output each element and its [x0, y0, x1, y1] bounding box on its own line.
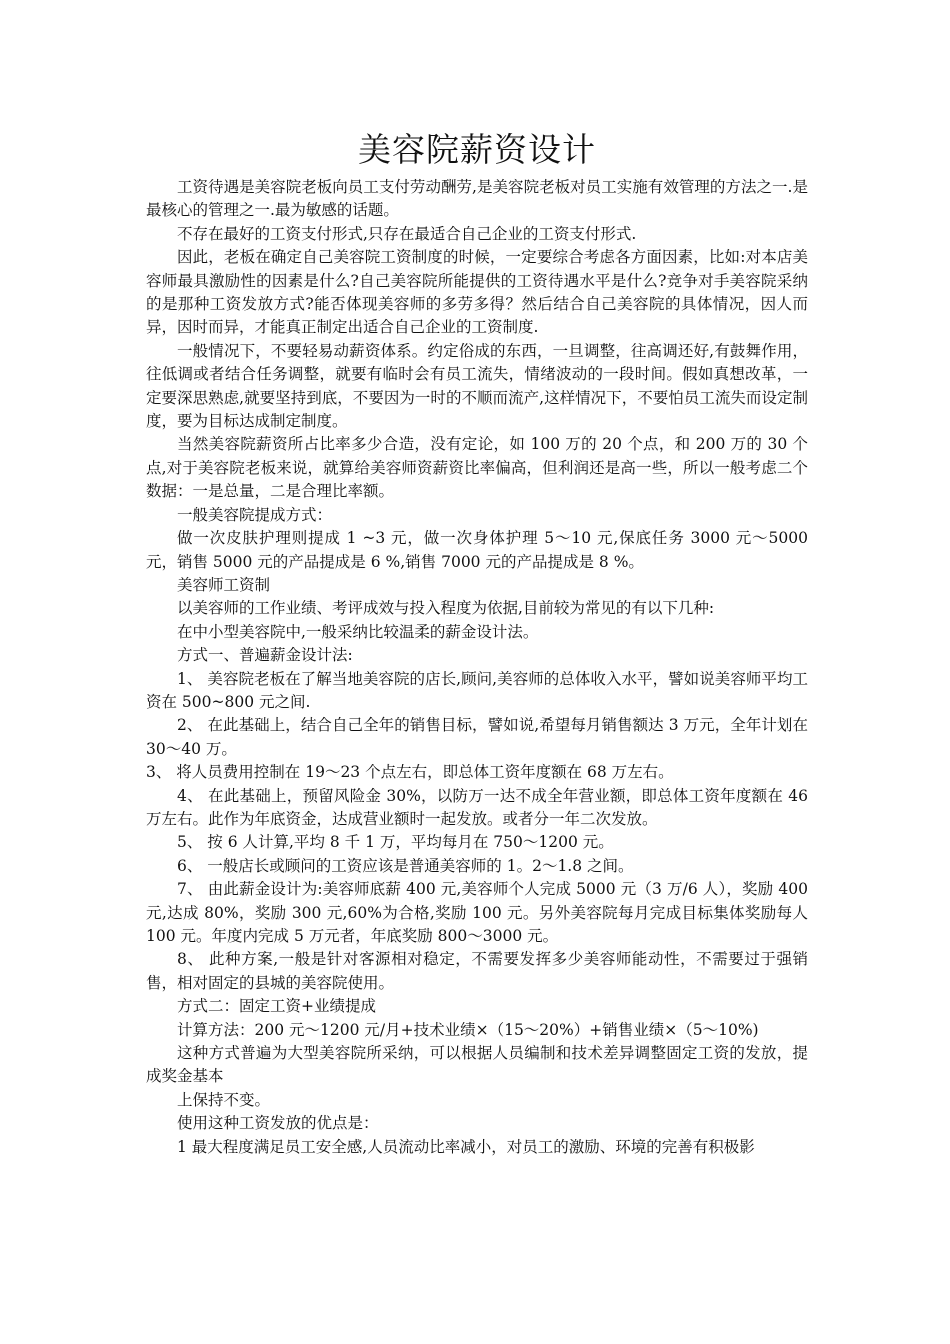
paragraph-15: 4、 在此基础上，预留风险金 30%，以防万一达不成全年营业额，即总体工资年度额在 46 万左右。此作为年底资金，达成营业额时一起发放。或者分一年二次发放。 — [146, 786, 808, 828]
document-title: 美容院薪资设计 — [358, 130, 596, 169]
paragraph-10: 在中小型美容院中,一般采纳比较温柔的薪金设计法。 — [177, 622, 539, 641]
paragraph-5: 当然美容院薪资所占比率多少合造，没有定论，如 100 万的 20 个点，和 200 万的 30 个点,对于美容院老板来说，就算给美容师资薪资比率偏高，但利润还是高一些，所以一般考虑二个数据：一是总量，二是合理比率额。 — [146, 435, 808, 501]
paragraph-11: 方式一、普遍薪金设计法: — [177, 646, 353, 665]
paragraph-17: 6、 一般店长或顾问的工资应该是普通美容师的 1。2～1.8 之间。 — [177, 856, 634, 875]
paragraph-18: 7、 由此薪金设计为:美容师底薪 400 元,美容师个人完成 5000 元（3 万/6 人），奖励 400 元,达成 80%，奖励 300 元,60%为合格,奖励 100 元。另外美容院每月完成目标集体奖励每人 100 元。年度内完成 5 万元者，年底奖励 800～3000 元。 — [146, 880, 808, 945]
paragraph-24: 使用这种工资发放的优点是： — [177, 1114, 379, 1133]
paragraph-1: 工资待遇是美容院老板向员工支付劳动酬劳,是美容院老板对员工实施有效管理的方法之一.是最核心的管理之一.最为敏感的话题。 — [146, 178, 808, 220]
paragraph-25: 1 最大程度满足员工安全感,人员流动比率减小，对员工的激励、环境的完善有积极影 — [177, 1137, 755, 1156]
document-body — [146, 176, 808, 1159]
paragraph-12: 1、 美容院老板在了解当地美容院的店长,顾问,美容师的总体收入水平，譬如说美容师平均工资在 500~800 元之间. — [146, 669, 808, 711]
paragraph-23: 上保持不变。 — [177, 1090, 271, 1109]
paragraph-21: 计算方法：200 元～1200 元/月+技术业绩×（15～20%）+销售业绩×（5～10%) — [177, 1020, 759, 1039]
paragraph-2: 不存在最好的工资支付形式,只存在最适合自己企业的工资支付形式. — [177, 224, 637, 243]
paragraph-14: 3、 将人员费用控制在 19～23 个点左右，即总体工资年度额在 68 万左右。 — [146, 763, 674, 782]
paragraph-7: 做一次皮肤护理则提成 1 ~3 元，做一次身体护理 5～10 元,保底任务 3000 元～5000 元，销售 5000 元的产品提成是 6 %,销售 7000 元的产品提成是 8 %。 — [146, 529, 808, 571]
paragraph-6: 一般美容院提成方式： — [177, 505, 333, 524]
paragraph-16: 5、 按 6 人计算,平均 8 千 1 万，平均每月在 750～1200 元。 — [177, 833, 614, 852]
paragraph-3: 因此，老板在确定自己美容院工资制度的时候，一定要综合考虑各方面因素，比如:对本店美容师最具激励性的因素是什么?自己美容院所能提供的工资待遇水平是什么?竞争对手美容院采纳的是那种工资发放方式?能否体现美容师的多劳多得？然后结合自己美容院的具体情况，因人而异，因时而异，才能真正制定出适合自己企业的工资制度. — [146, 248, 808, 337]
paragraph-13: 2、 在此基础上，结合自己全年的销售目标，譬如说,希望每月销售额达 3 万元，全年计划在 30～40 万。 — [146, 716, 808, 758]
paragraph-9: 以美容师的工作业绩、考评成效与投入程度为依据,目前较为常见的有以下几种: — [177, 599, 715, 618]
paragraph-22: 这种方式普遍为大型美容院所采纳，可以根据人员编制和技术差异调整固定工资的发放，提成奖金基本 — [146, 1044, 808, 1086]
document-page — [146, 126, 808, 1159]
paragraph-20: 方式二：固定工资+业绩提成 — [177, 997, 376, 1016]
paragraph-4: 一般情况下，不要轻易动薪资体系。约定俗成的东西，一旦调整，往高调还好,有鼓舞作用，往低调或者结合任务调整，就要有临时会有员工流失，情绪波动的一段时间。假如真想改革，一定要深思熟虑,就要坚持到底，不要因为一时的不顺而流产,这样情况下，不要怕员工流失而设定制度，要为目标达成制定制度。 — [146, 341, 808, 431]
paragraph-8: 美容师工资制 — [177, 575, 271, 594]
paragraph-19: 8、 此种方案,一般是针对客源相对稳定，不需要发挥多少美容师能动性，不需要过于强销售，相对固定的县城的美容院使用。 — [146, 950, 808, 992]
